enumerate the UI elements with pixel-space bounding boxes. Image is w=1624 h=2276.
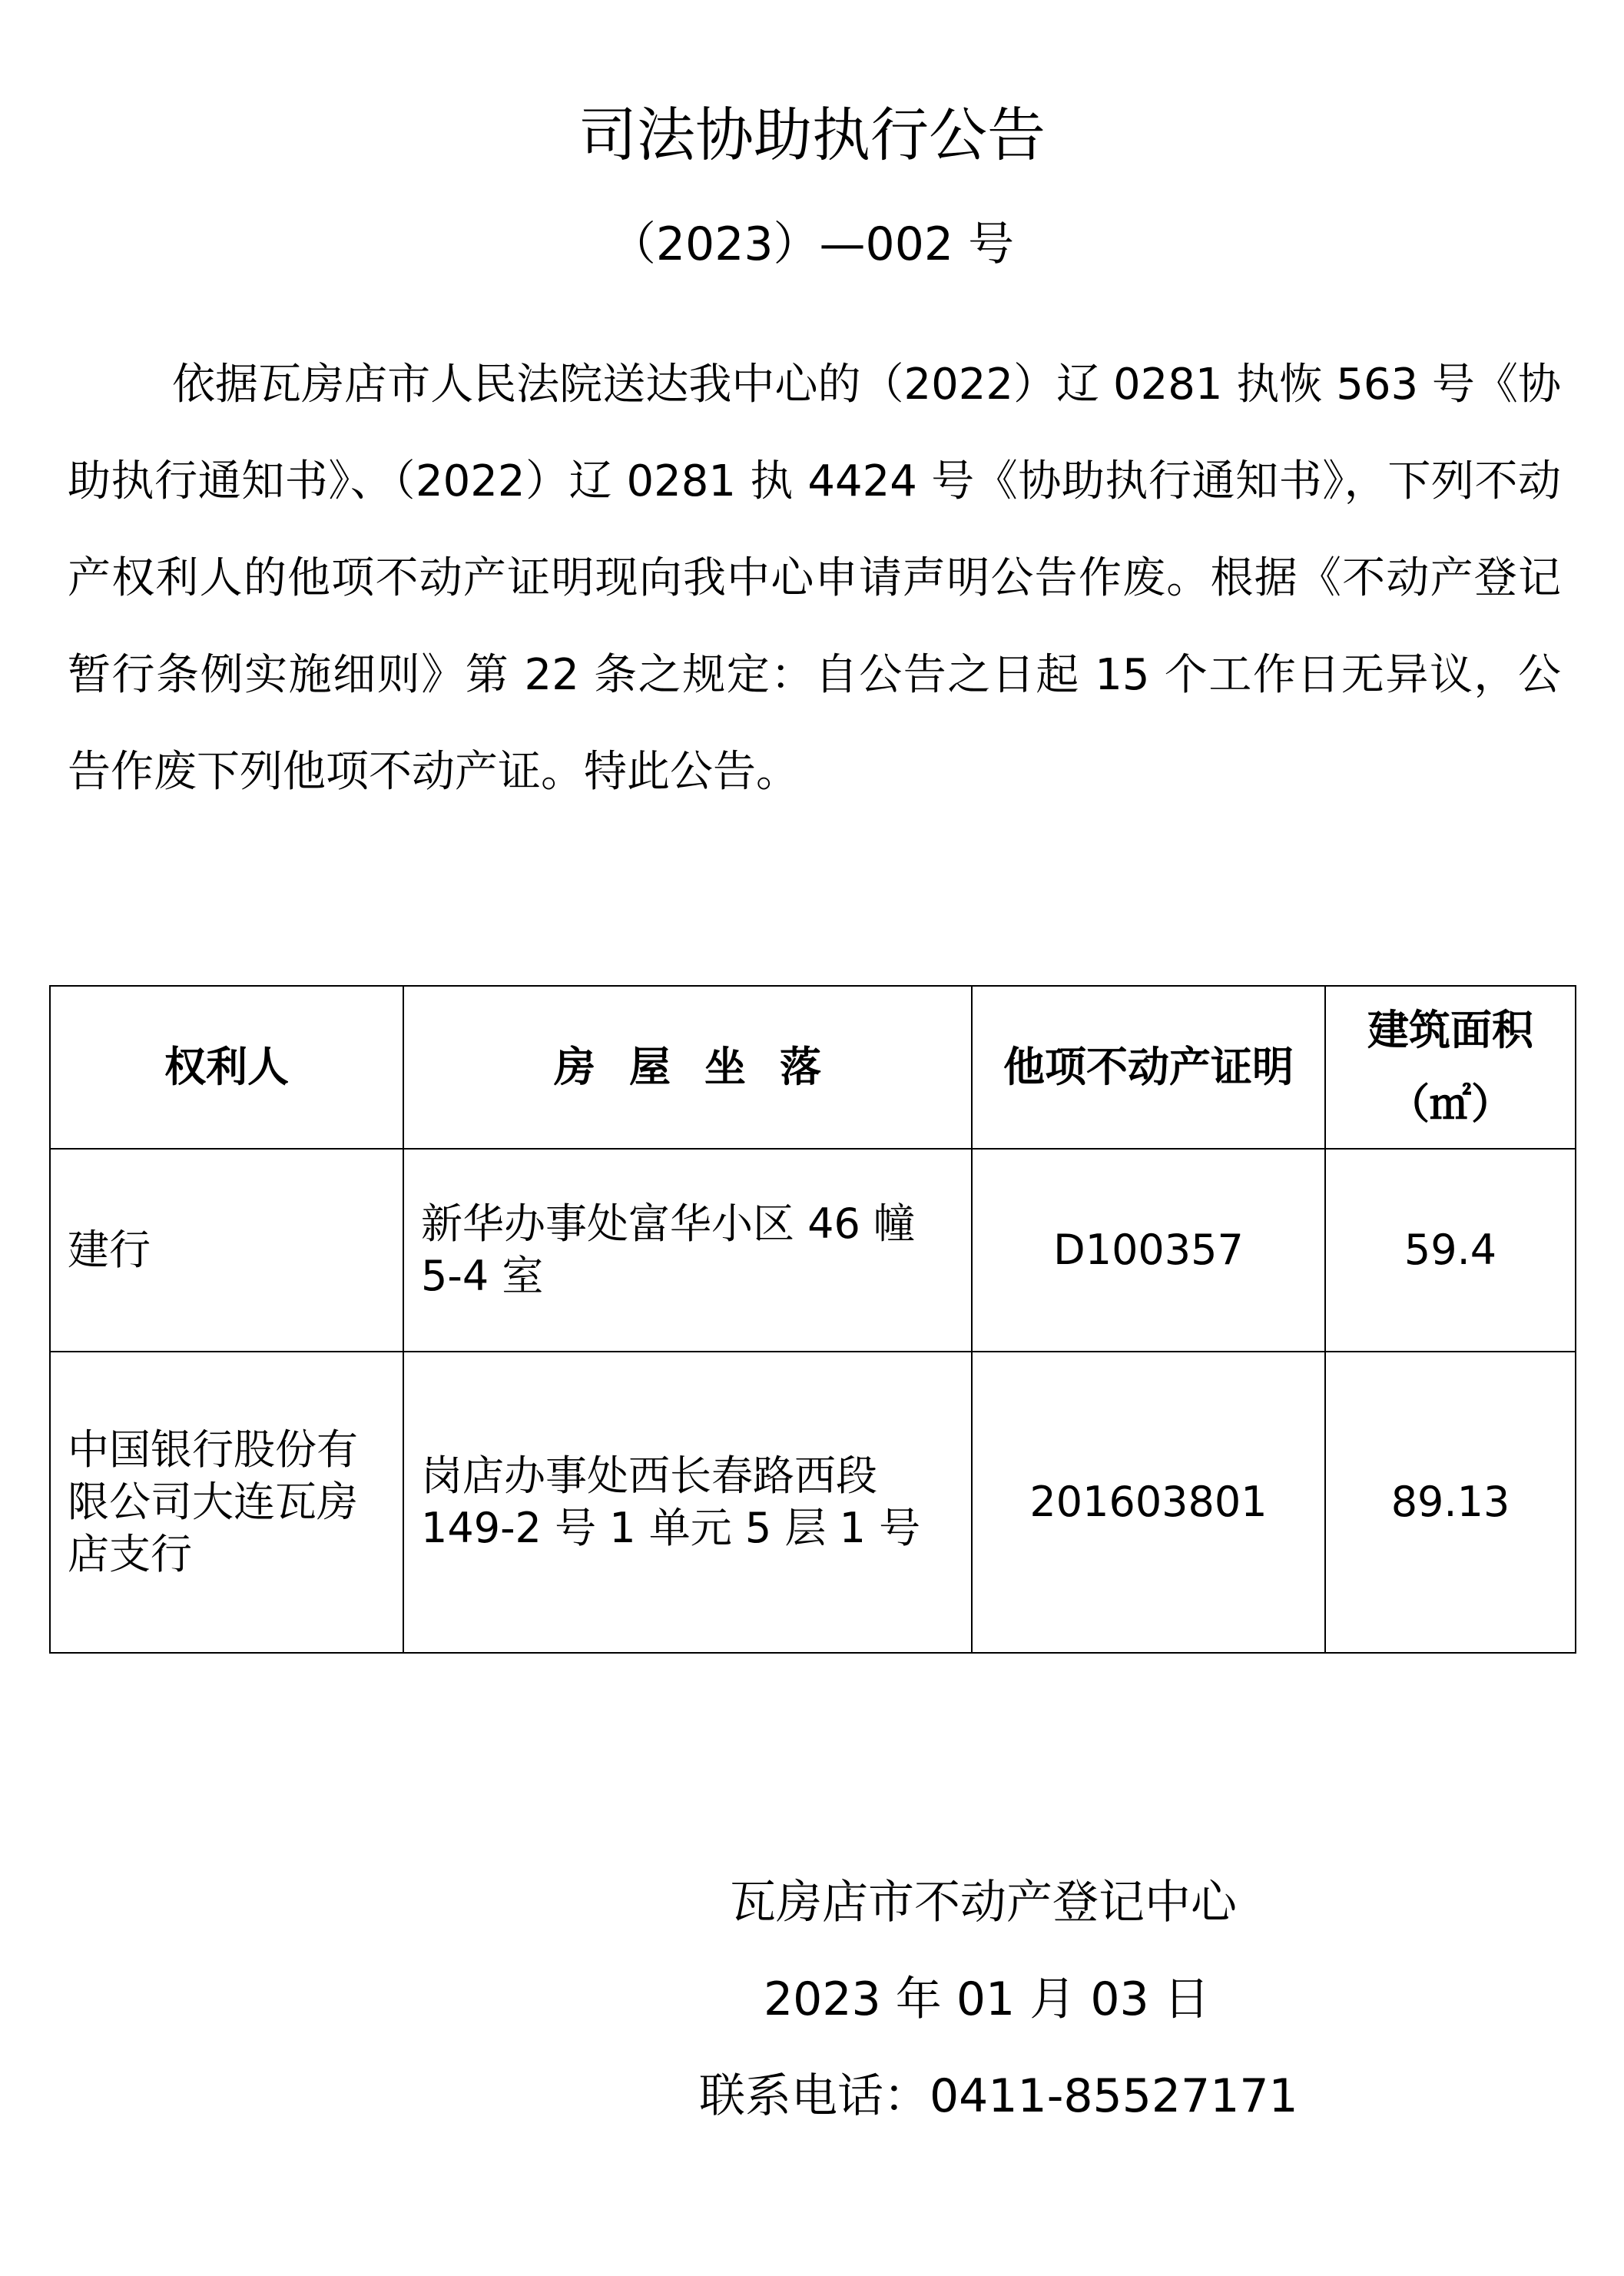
header-area: 建筑面积（㎡） bbox=[1325, 986, 1576, 1149]
table-header-row bbox=[50, 986, 1576, 1149]
cell-certificate: D100357 bbox=[972, 1149, 1325, 1352]
notice-title: 司法协助执行公告 bbox=[578, 101, 1046, 169]
footer-organization: 瓦房店市不动产登记中心 bbox=[730, 1876, 1237, 1929]
records-table bbox=[49, 985, 1576, 1654]
notice-number: （2023）—002 号 bbox=[609, 217, 1015, 271]
header-certificate: 他项不动产证明 bbox=[972, 986, 1325, 1149]
header-location: 房屋坐落 bbox=[403, 986, 972, 1149]
notice-body: 依据瓦房店市人民法院送达我中心的（2022）辽 0281 执恢 563 号《协助执行通知书》、（2022）辽 0281 执 4424 号《协助执行通知书》，下列不动产权利人的他项不动产证明现向我中心申请声明公告作废。根据《不动产登记暂行条例实施细则》第 22 条之规定：自公告之日起 15 个工作日无异议，公告作废下列他项不动产证。特此公告。 bbox=[68, 360, 1562, 797]
cell-holder: 中国银行股份有限公司大连瓦房店支行 bbox=[50, 1352, 403, 1653]
cell-certificate: 201603801 bbox=[972, 1352, 1325, 1653]
cell-area: 89.13 bbox=[1325, 1352, 1576, 1653]
table-row bbox=[50, 1352, 1576, 1653]
header-holder: 权利人 bbox=[50, 986, 403, 1149]
cell-location: 岗店办事处西长春路西段 149-2 号 1 单元 5 层 1 号 bbox=[403, 1352, 972, 1653]
cell-location: 新华办事处富华小区 46 幢 5-4 室 bbox=[403, 1149, 972, 1352]
footer-phone: 联系电话：0411-85527171 bbox=[699, 2069, 1298, 2123]
table-row bbox=[50, 1149, 1576, 1352]
footer-date: 2023 年 01 月 03 日 bbox=[764, 1972, 1210, 2026]
cell-holder: 建行 bbox=[50, 1149, 403, 1352]
cell-area: 59.4 bbox=[1325, 1149, 1576, 1352]
